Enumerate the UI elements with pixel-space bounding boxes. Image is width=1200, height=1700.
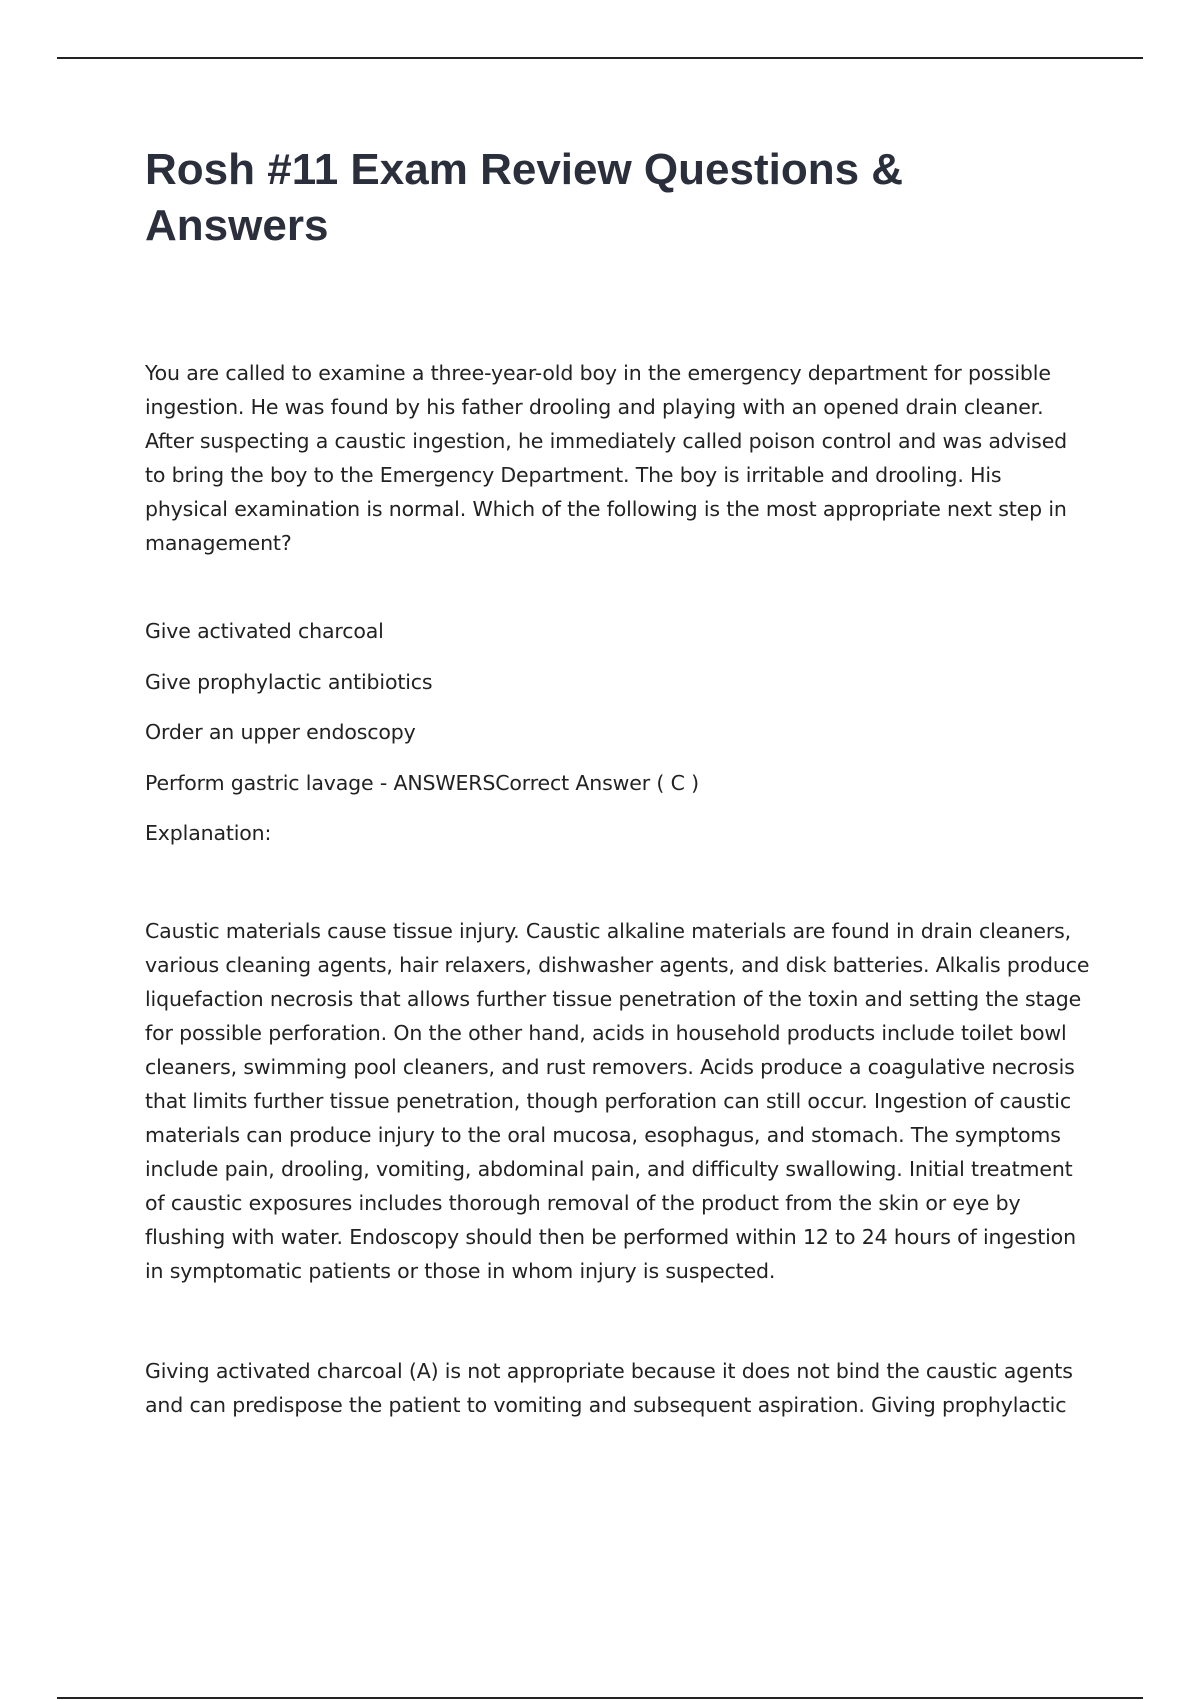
answer-options (145, 614, 1090, 800)
header-rule (57, 57, 1143, 59)
answer-option-c: Order an upper endoscopy (145, 720, 416, 744)
footer-rule (57, 1697, 1143, 1699)
explanation-text: Caustic materials cause tissue injury. Caustic alkaline materials are found in drain cleaners, various cleaning agents, hair relaxers, dishwasher agents, and disk batteries. Alkalis produce liquefaction necrosis that allows further tissue penetration of the toxin and setting the stage for possible perforation. On the other hand, acids in household products include toilet bowl cleaners, swimming pool cleaners, and rust removers. Acids produce a coagulative necrosis that limits further tissue penetration, though perforation can still occur. Ingestion of caustic materials can produce injury to the oral mucosa, esophagus, and stomach. The symptoms include pain, drooling, vomiting, abdominal pain, and difficulty swallowing. Initial treatment of caustic exposures includes thorough removal of the product from the skin or eye by flushing with water. Endoscopy should then be performed within 12 to 24 hours of ingestion in symptomatic patients or those in whom injury is suspected. (145, 919, 1090, 1283)
answer-option-d: Perform gastric lavage - ANSWERSCorrect Answer ( C ) (145, 770, 699, 795)
document-body (145, 356, 1090, 1422)
explanation-label: Explanation: (145, 821, 272, 845)
answer-option-b: Give prophylactic antibiotics (145, 669, 433, 694)
answer-option-a: Give activated charcoal (145, 619, 384, 643)
question-text: You are called to examine a three-year-old boy in the emergency department for possible ingestion. He was found by his father drooling and playing with an opened drain cleaner. After suspecting a caustic ingestion, he immediately called poison control and was advised to bring the boy to the Emergency Department. The boy is irritable and drooling. His physical examination is normal. Which of the following is the most appropriate next step in management? (145, 361, 1068, 555)
continuation-text: Giving activated charcoal (A) is not appropriate because it does not bind the caustic agents and can predispose the patient to vomiting and subsequent aspiration. Giving prophylactic (145, 1359, 1073, 1417)
page-title: Rosh #11 Exam Review Questions & Answers (145, 145, 904, 250)
